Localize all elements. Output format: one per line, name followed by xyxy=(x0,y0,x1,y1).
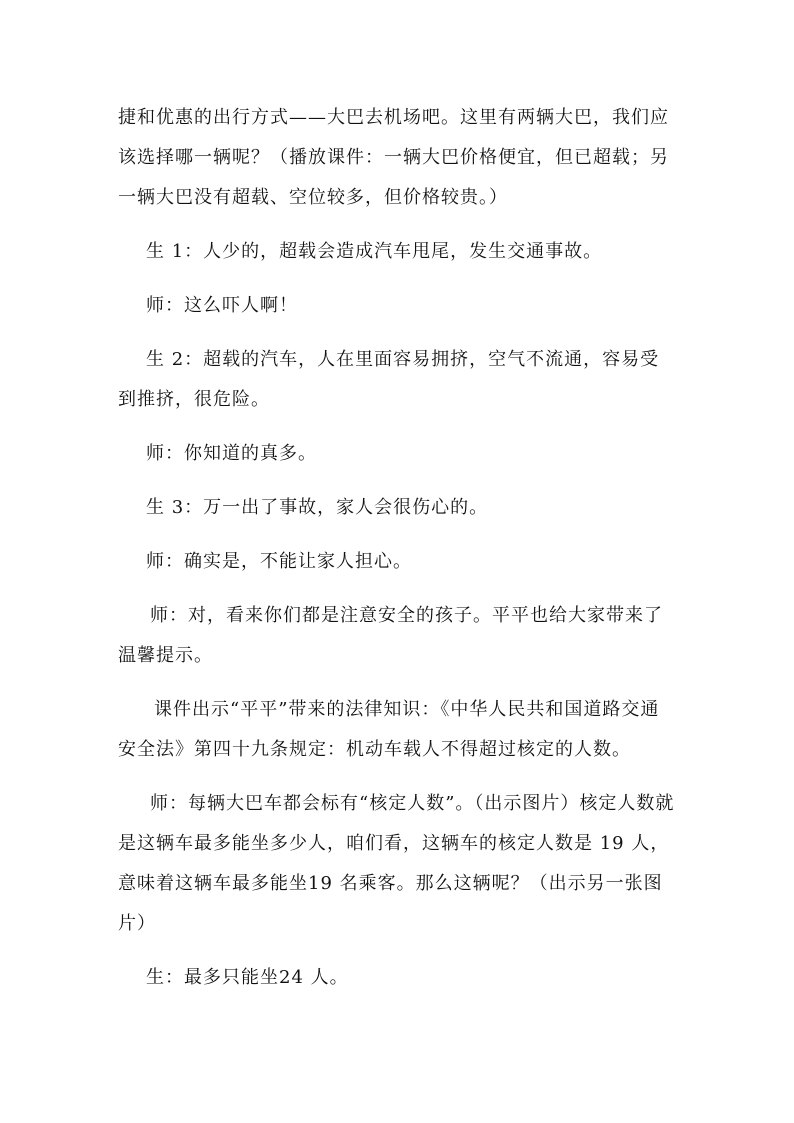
paragraph-student-4: 生：最多只能坐24 人。 xyxy=(146,967,349,988)
paragraph-gap xyxy=(118,326,676,340)
paragraph-student-2: 生 2：超载的汽车，人在里面容易拥挤，空气不流通，容易受到推挤，很危险。 xyxy=(118,349,660,410)
paragraph-gap xyxy=(118,944,676,958)
paragraph-teacher-1: 师：这么吓人啊！ xyxy=(146,295,298,316)
paragraph-gap xyxy=(118,528,676,542)
paragraph-gap xyxy=(118,420,676,434)
paragraph-intro: 捷和优惠的出行方式——大巴去机场吧。这里有两辆大巴，我们应该选择哪一辆呢？（播放课件：一辆大巴价格便宜，但已超载；另一辆大巴没有超载、空位较多，但价格较贵。） xyxy=(118,107,669,208)
paragraph-gap xyxy=(118,770,676,784)
paragraph-teacher-3: 师：确实是，不能让家人担心。 xyxy=(146,551,412,572)
paragraph-teacher-4: 师：对，看来你们都是注意安全的孩子。平平也给大家带来了温馨提示。 xyxy=(118,605,663,666)
paragraph-courseware: 课件出示“平平”带来的法律知识：《中华人民共和国道路交通安全法》第四十九条规定：机动车载人不得超过核定的人数。 xyxy=(118,699,660,760)
paragraph-teacher-2: 师：你知道的真多。 xyxy=(146,443,317,464)
paragraph-gap xyxy=(118,218,676,232)
paragraph-gap xyxy=(118,272,676,286)
paragraph-gap xyxy=(118,474,676,488)
paragraph-teacher-5: 师：每辆大巴车都会标有“核定人数”。（出示图片）核定人数就是这辆车最多能坐多少人，咱们看，这辆车的核定人数是 19 人，意味着这辆车最多能坐19 名乘客。那么这辆呢？（出示另一张图片） xyxy=(118,793,675,934)
paragraph-gap xyxy=(118,676,676,690)
paragraph-student-1: 生 1：人少的，超载会造成汽车甩尾，发生交通事故。 xyxy=(146,241,603,262)
paragraph-student-3: 生 3：万一出了事故，家人会很伤心的。 xyxy=(146,497,489,518)
paragraph-gap xyxy=(118,582,676,596)
